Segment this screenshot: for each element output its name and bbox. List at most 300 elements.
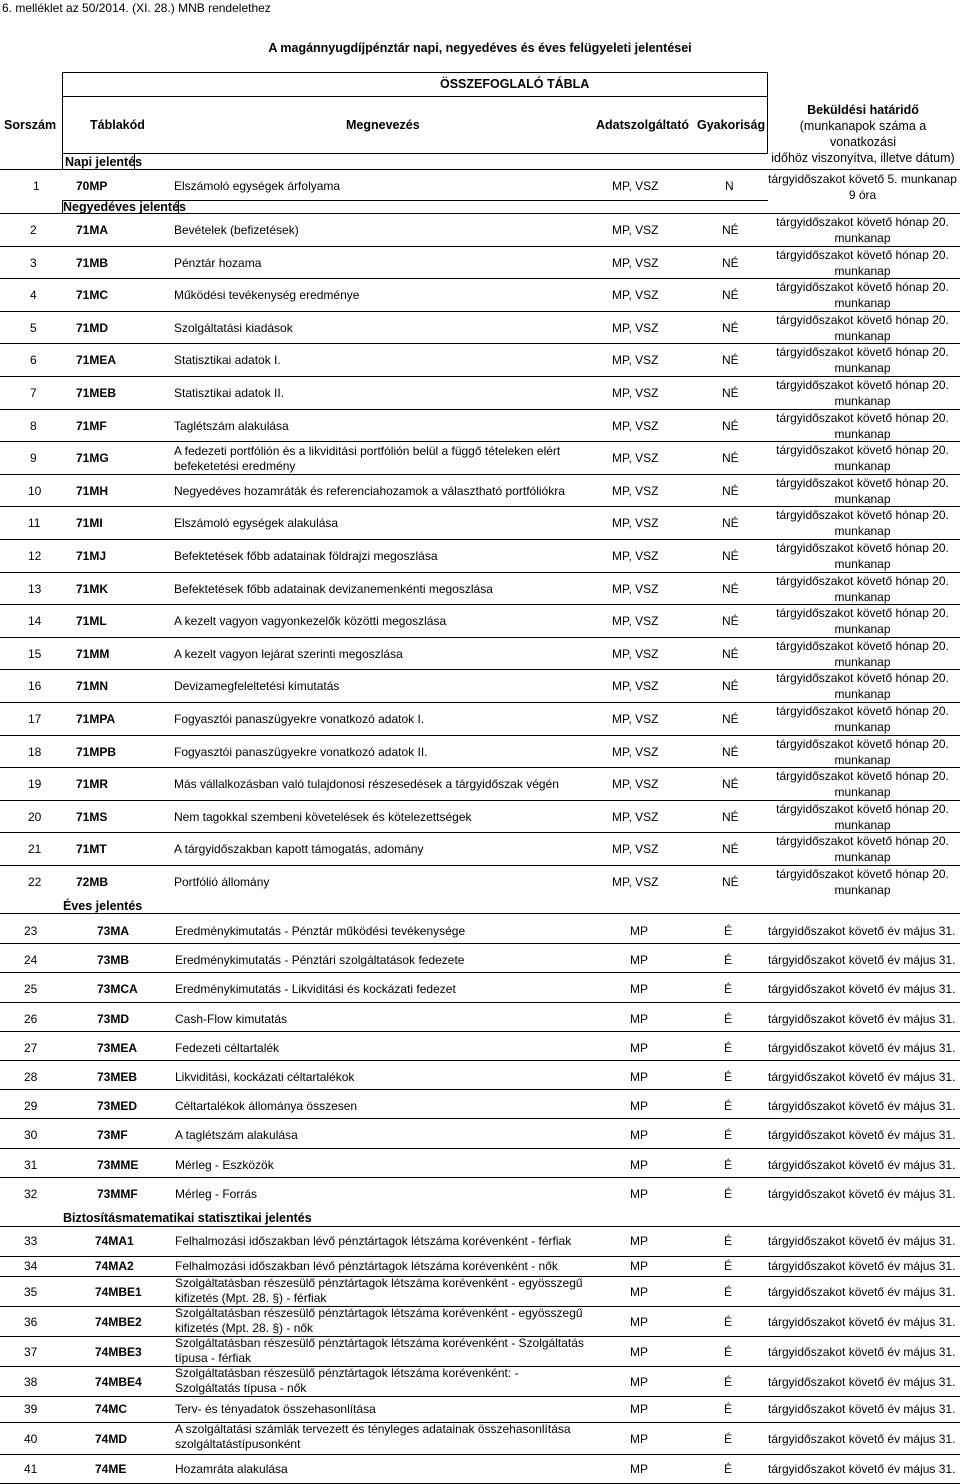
table-code: 71MEA — [76, 353, 117, 368]
deadline-line2: munkanap — [834, 785, 891, 800]
deadline: tárgyidőszakot követő év május 31. — [768, 1375, 956, 1389]
deadline-line1: tárgyidőszakot követő hónap 20. — [776, 475, 949, 490]
deadline — [765, 410, 960, 442]
deadline-line1: tárgyidőszakot követő hónap 20. — [776, 736, 949, 751]
frequency: NÉ — [722, 418, 739, 433]
table-name: A fedezeti portfólión és a likviditási portfólión belül a függő tételeken elért befeketetési eredmény — [174, 444, 561, 474]
napi-section-bottom-border — [0, 169, 960, 170]
deadline: tárgyidőszakot követő év május 31. — [768, 1157, 956, 1172]
frequency: NÉ — [722, 549, 739, 563]
table-name: Céltartalékok állománya összesen — [175, 1099, 358, 1114]
table-row — [0, 409, 960, 442]
provider: MP — [630, 1315, 648, 1329]
deadline: tárgyidőszakot követő év május 31. — [768, 1128, 956, 1143]
deadline: tárgyidőszakot követő év május 31. — [768, 982, 956, 997]
deadline-line1: tárgyidőszakot követő hónap 20. — [776, 867, 949, 881]
frequency: NÉ — [722, 320, 739, 335]
provider: MP — [630, 1259, 648, 1273]
row-number: 15 — [28, 646, 42, 661]
provider: MP, VSZ — [612, 581, 659, 596]
deadline — [765, 833, 960, 865]
provider: MP, VSZ — [612, 646, 659, 661]
provider: MP, VSZ — [612, 744, 659, 759]
table-name: Statisztikai adatok II. — [174, 386, 285, 400]
table-name: Nem tagokkal szembeni követelések és kötelezettségek — [174, 809, 472, 824]
table-code: 74ME — [95, 1462, 127, 1476]
header-top-border — [62, 72, 768, 73]
frequency: É — [724, 1402, 733, 1416]
row-number: 16 — [28, 679, 42, 694]
deadline-line1: tárgyidőszakot követő hónap 20. — [776, 410, 949, 425]
table-code: 71MS — [76, 809, 108, 824]
col-header-tablakod: Táblakód — [90, 118, 145, 132]
provider: MP, VSZ — [612, 483, 659, 498]
table-name: Szolgáltatási kiadások — [174, 320, 293, 335]
provider: MP, VSZ — [612, 451, 659, 466]
frequency: NÉ — [722, 646, 739, 661]
row-number: 24 — [24, 953, 38, 968]
provider: MP, VSZ — [612, 255, 659, 270]
row-divider — [0, 1148, 960, 1149]
table-code: 71MT — [76, 842, 107, 857]
frequency: NÉ — [722, 809, 739, 824]
table-name: Statisztikai adatok I. — [174, 353, 281, 368]
table-code: 74MD — [95, 1432, 128, 1446]
provider: MP, VSZ — [612, 386, 659, 400]
provider: MP — [630, 1099, 648, 1114]
row-number: 18 — [28, 744, 42, 759]
table-row — [0, 702, 960, 735]
frequency: É — [724, 1234, 733, 1248]
deadline-line1: tárgyidőszakot követő hónap 20. — [776, 247, 949, 262]
row-number: 22 — [28, 875, 42, 889]
deadline-line2: munkanap — [834, 231, 891, 245]
frequency: NÉ — [722, 777, 739, 792]
deadline-line2: munkanap — [834, 296, 891, 311]
row-number: 28 — [24, 1070, 38, 1084]
table-name: Likviditási, kockázati céltartalékok — [175, 1070, 355, 1084]
table-name: Eredménykimutatás - Pénztár működési tevékenysége — [175, 924, 466, 938]
table-code: 71MA — [76, 223, 109, 237]
row-divider — [0, 1031, 960, 1032]
deadline — [765, 540, 960, 572]
summary-table-title: ÖSSZEFOGLALÓ TÁBLA — [440, 77, 590, 91]
provider: MP — [630, 1070, 648, 1084]
frequency: É — [724, 1375, 733, 1389]
table-name: Más vállalkozásban való tulajdonosi részesedések a tárgyidőszak végén — [174, 777, 559, 792]
table-code: 73MF — [97, 1128, 128, 1143]
table-name: Működési tevékenység eredménye — [174, 288, 360, 303]
col-header-megnevezes: Megnevezés — [346, 118, 420, 132]
napi-section-left-border — [62, 153, 63, 169]
deadline — [765, 214, 960, 246]
provider: MP, VSZ — [612, 842, 659, 857]
deadline: tárgyidőszakot követő év május 31. — [768, 1040, 956, 1055]
table-code: 74MBE1 — [95, 1285, 142, 1299]
row-number: 6 — [30, 353, 37, 368]
table-row — [0, 246, 960, 279]
table-code: 73MD — [97, 1011, 130, 1026]
table-code: 73MME — [97, 1157, 139, 1172]
table-code: 71ML — [76, 614, 107, 629]
deadline — [765, 312, 960, 344]
deadline-line2: munkanap — [834, 589, 891, 604]
provider: MP, VSZ — [612, 875, 659, 889]
deadline: tárgyidőszakot követő év május 31. — [768, 1070, 956, 1084]
table-row — [0, 637, 960, 670]
table-name: Eredménykimutatás - Pénztári szolgáltatások fedezete — [175, 953, 465, 968]
row-divider — [0, 943, 960, 944]
col-header-gyakorisag: Gyakoriság — [697, 118, 766, 132]
table-row — [0, 572, 960, 605]
row-number: 8 — [30, 418, 37, 433]
frequency: É — [724, 953, 733, 968]
section-negyedeves: Negyedéves jelentés — [63, 200, 186, 214]
deadline: tárgyidőszakot követő év május 31. — [768, 1186, 956, 1201]
deadline-line1: tárgyidőszakot követő hónap 20. — [776, 834, 949, 849]
provider: MP, VSZ — [612, 179, 659, 193]
deadline-line1: tárgyidőszakot követő hónap 20. — [776, 638, 949, 653]
deadline-line2: munkanap — [834, 850, 891, 865]
deadline — [765, 670, 960, 702]
frequency: É — [724, 1462, 733, 1476]
provider: MP — [630, 1462, 648, 1476]
deadline: tárgyidőszakot követő év május 31. — [768, 1259, 956, 1273]
table-name: Mérleg - Forrás — [175, 1186, 258, 1201]
frequency: É — [724, 1315, 733, 1329]
deadline: tárgyidőszakot követő év május 31. — [768, 1285, 956, 1299]
row-number: 14 — [28, 614, 42, 629]
deadline: tárgyidőszakot követő év május 31. — [768, 1345, 956, 1359]
table-name: Terv- és tényadatok összehasonlítása — [175, 1402, 376, 1416]
frequency: É — [724, 1186, 733, 1201]
deadline-line2: munkanap — [834, 426, 891, 441]
table-code: 71MK — [76, 581, 109, 596]
table-name: Befektetések főbb adatainak földrajzi megoszlása — [174, 549, 438, 563]
deadline: tárgyidőszakot követő év május 31. — [768, 1315, 956, 1329]
frequency: NÉ — [722, 614, 739, 629]
deadline — [765, 475, 960, 507]
frequency: É — [724, 1259, 733, 1273]
deadline: tárgyidőszakot követő év május 31. — [768, 1462, 956, 1476]
deadline-line2: munkanap — [834, 361, 891, 376]
row-number: 25 — [24, 982, 38, 997]
table-row — [0, 865, 960, 898]
table-name: Szolgáltatásban részesülő pénztártagok létszáma korévenként - Szolgáltatás típusa - férfiak — [175, 1336, 584, 1365]
frequency: NÉ — [722, 744, 739, 759]
row-number: 20 — [28, 809, 42, 824]
deadline-line1: tárgyidőszakot követő hónap 20. — [776, 671, 949, 686]
table-code: 71MI — [76, 516, 103, 531]
deadline-line1: tárgyidőszakot követő hónap 20. — [776, 704, 949, 718]
col-header-hatarido — [768, 102, 958, 166]
table-code: 72MB — [76, 875, 109, 889]
row-number: 26 — [24, 1011, 38, 1026]
frequency: É — [724, 1099, 733, 1114]
section-napi: Napi jelentés — [65, 155, 143, 169]
row-number: 3 — [30, 255, 37, 270]
section-eves: Éves jelentés — [63, 899, 143, 913]
row-number: 30 — [24, 1128, 38, 1143]
row-number: 29 — [24, 1099, 38, 1114]
frequency: É — [724, 1011, 733, 1026]
deadline-header-line2: (munkanapok száma a vonatkozási — [799, 119, 927, 149]
row-number: 27 — [24, 1040, 38, 1055]
row-number: 7 — [30, 386, 37, 400]
table-code: 71MN — [76, 679, 109, 694]
table-code: 74MBE3 — [95, 1345, 142, 1359]
row-divider — [0, 1396, 960, 1397]
table-row — [0, 735, 960, 768]
napi-section-top-border — [62, 153, 768, 154]
deadline-line2: munkanap — [834, 622, 891, 637]
deadline — [765, 507, 960, 539]
provider: MP, VSZ — [612, 614, 659, 629]
deadline-line2: munkanap — [834, 459, 891, 474]
table-code: 71MEB — [76, 386, 117, 400]
row-number: 37 — [24, 1345, 38, 1359]
table-name: Szolgáltatásban részesülő pénztártagok létszáma korévenként - egyösszegű kifizetés (Mpt. 28. §) - nők — [175, 1306, 583, 1335]
deadline — [765, 736, 960, 768]
row-divider — [0, 1060, 960, 1061]
deadline: tárgyidőszakot követő év május 31. — [768, 1432, 956, 1446]
header-subtitle-border — [62, 96, 768, 97]
deadline-line2: munkanap — [834, 687, 891, 702]
row-number: 35 — [24, 1285, 38, 1299]
table-name: Eredménykimutatás - Likviditási és kockázati fedezet — [175, 982, 456, 997]
table-row — [0, 669, 960, 702]
table-name: Elszámoló egységek árfolyama — [174, 179, 341, 193]
provider: MP, VSZ — [612, 679, 659, 694]
table-row — [0, 474, 960, 507]
deadline: tárgyidőszakot követő év május 31. — [768, 953, 956, 968]
table-row — [0, 213, 960, 246]
table-code: 73MCA — [97, 982, 138, 997]
col-header-sorszam: Sorszám — [4, 118, 57, 132]
deadline-line1: tárgyidőszakot követő hónap 20. — [776, 541, 949, 555]
deadline — [765, 866, 960, 898]
deadline — [765, 703, 960, 735]
frequency: NÉ — [722, 386, 739, 400]
deadline-line1: tárgyidőszakot követő hónap 20. — [776, 606, 949, 621]
row-divider — [0, 1118, 960, 1119]
provider: MP, VSZ — [612, 320, 659, 335]
col-header-adatszolgaltato: Adatszolgáltató — [596, 118, 690, 132]
frequency: N — [725, 179, 734, 193]
deadline — [765, 344, 960, 376]
row-divider — [0, 1089, 960, 1090]
row-number: 10 — [28, 483, 42, 498]
deadline-line2: munkanap — [834, 883, 891, 897]
provider: MP, VSZ — [612, 353, 659, 368]
table-code: 71MG — [76, 451, 109, 466]
deadline — [765, 801, 960, 833]
row-number: 34 — [24, 1259, 38, 1273]
table-name: Pénztár hozama — [174, 255, 262, 270]
deadline-line2: munkanap — [834, 491, 891, 506]
section-biztositasmatematikai: Biztosításmatematikai statisztikai jelentés — [63, 1211, 312, 1225]
frequency: NÉ — [722, 451, 739, 466]
frequency: NÉ — [722, 875, 739, 889]
table-code: 73MA — [97, 924, 130, 938]
deadline-line1: tárgyidőszakot követő hónap 20. — [776, 215, 949, 229]
table-code: 71MB — [76, 255, 109, 270]
frequency: É — [724, 924, 733, 938]
table-row — [0, 343, 960, 376]
provider: MP, VSZ — [612, 418, 659, 433]
table-name: A tárgyidőszakban kapott támogatás, adomány — [174, 842, 424, 857]
deadline-line1: tárgyidőszakot követő hónap 20. — [776, 312, 949, 327]
table-code: 73MMF — [97, 1186, 138, 1201]
frequency: É — [724, 1157, 733, 1172]
frequency: NÉ — [722, 483, 739, 498]
table-code: 74MA2 — [95, 1259, 134, 1273]
row-number: 11 — [28, 516, 41, 531]
provider: MP — [630, 1375, 648, 1389]
provider: MP — [630, 1128, 648, 1143]
provider: MP — [630, 1040, 648, 1055]
row-divider — [0, 972, 960, 973]
provider: MP, VSZ — [612, 288, 659, 303]
deadline — [765, 279, 960, 311]
table-row — [0, 604, 960, 637]
row-divider — [0, 1177, 960, 1178]
provider: MP — [630, 982, 648, 997]
table-code: 74MA1 — [95, 1234, 134, 1248]
deadline-line2: munkanap — [834, 557, 891, 571]
table-code: 71MH — [76, 483, 109, 498]
table-row — [0, 278, 960, 311]
deadline: tárgyidőszakot követő év május 31. — [768, 1234, 956, 1248]
frequency: NÉ — [722, 353, 739, 368]
deadline-line2: munkanap — [834, 524, 891, 539]
frequency: NÉ — [722, 842, 739, 857]
table-name: Befektetések főbb adatainak devizanemenkénti megoszlása — [174, 581, 493, 596]
deadline — [765, 377, 960, 409]
table-row — [0, 506, 960, 539]
provider: MP — [630, 1234, 648, 1248]
row-divider — [0, 1002, 960, 1003]
row-number: 32 — [24, 1186, 38, 1201]
provider: MP — [630, 953, 648, 968]
deadline-line1: tárgyidőszakot követő hónap 20. — [776, 573, 949, 588]
table-code: 71MF — [76, 418, 107, 433]
deadline — [765, 573, 960, 605]
provider: MP — [630, 924, 648, 938]
provider: MP, VSZ — [612, 809, 659, 824]
document-title: A magánnyugdíjpénztár napi, negyedéves és éves felügyeleti jelentései — [268, 41, 692, 55]
provider: MP — [630, 1345, 648, 1359]
table-code: 71MPA — [76, 712, 116, 726]
deadline — [765, 442, 960, 474]
provider: MP, VSZ — [612, 516, 659, 531]
table-name: Elszámoló egységek alakulása — [174, 516, 339, 531]
provider: MP, VSZ — [612, 223, 659, 237]
frequency: NÉ — [722, 516, 739, 531]
table-code: 71MM — [76, 646, 110, 661]
deadline-line1: tárgyidőszakot követő hónap 20. — [776, 280, 949, 295]
table-code: 74MC — [95, 1402, 128, 1416]
deadline-header-title: Beküldési határidő — [807, 103, 919, 117]
row-number: 33 — [24, 1234, 38, 1248]
provider: MP — [630, 1157, 648, 1172]
provider: MP, VSZ — [612, 712, 659, 726]
table-row — [0, 376, 960, 409]
deadline — [765, 247, 960, 279]
row-number: 38 — [24, 1375, 38, 1389]
table-code: 73MEA — [97, 1040, 138, 1055]
table-row — [0, 539, 960, 572]
actuarial-section-bottom-border — [0, 1226, 960, 1227]
deadline-line1: tárgyidőszakot követő hónap 20. — [776, 345, 949, 360]
table-name: Szolgáltatásban részesülő pénztártagok létszáma korévenként: - Szolgáltatás típusa - nők — [175, 1366, 519, 1395]
deadline-line2: munkanap — [834, 720, 891, 734]
row-number: 9 — [30, 451, 37, 466]
table-name: Portfólió állomány — [174, 875, 270, 889]
table-name: A kezelt vagyon lejárat szerinti megoszlása — [174, 646, 403, 661]
row-number: 19 — [28, 777, 42, 792]
row-number: 2 — [30, 223, 37, 237]
deadline-line2: munkanap — [834, 394, 891, 408]
table-name: Negyedéves hozamráták és referenciahozamok a választható portfóliókra — [174, 483, 565, 498]
row-number: 5 — [30, 320, 37, 335]
frequency: É — [724, 1040, 733, 1055]
deadline-line1: tárgyidőszakot követő hónap 20. — [776, 769, 949, 784]
deadline-line2: munkanap — [834, 752, 891, 767]
row-number: 4 — [30, 288, 37, 303]
table-name: A kezelt vagyon vagyonkezelők közötti megoszlása — [174, 614, 447, 629]
frequency: É — [724, 1285, 733, 1299]
table-name: Bevételek (befizetések) — [174, 223, 299, 237]
frequency: É — [724, 1070, 733, 1084]
row-number: 12 — [28, 549, 42, 563]
row-number: 39 — [24, 1402, 38, 1416]
frequency: NÉ — [722, 581, 739, 596]
frequency: É — [724, 1432, 733, 1446]
deadline-line1: tárgyidőszakot követő hónap 20. — [776, 443, 949, 458]
table-code: 70MP — [76, 179, 108, 193]
deadline — [765, 605, 960, 637]
table-name: A szolgáltatási számlák tervezett és tényleges adatainak összehasonlítása szolgáltatástípusonként — [175, 1422, 571, 1451]
frequency: NÉ — [722, 712, 739, 726]
table-code: 71MR — [76, 777, 109, 792]
table-code: 71MC — [76, 288, 109, 303]
row-number: 36 — [24, 1315, 38, 1329]
provider: MP — [630, 1186, 648, 1201]
frequency: É — [724, 1128, 733, 1143]
deadline-line2: munkanap — [834, 817, 891, 832]
row-divider — [0, 1454, 960, 1455]
table-name: Cash-Flow kimutatás — [175, 1011, 288, 1026]
table-code: 74MBE4 — [95, 1375, 142, 1389]
row-number: 23 — [24, 924, 38, 938]
deadline — [765, 171, 960, 203]
deadline — [765, 768, 960, 800]
deadline-line1: tárgyidőszakot követő hónap 20. — [776, 508, 949, 523]
header-left-border — [62, 72, 63, 154]
table-name: Fogyasztói panaszügyekre vonatkozó adatok I. — [174, 712, 425, 726]
table-code: 71MD — [76, 320, 109, 335]
row-divider — [0, 1256, 960, 1257]
frequency: É — [724, 1345, 733, 1359]
regulation-reference: 6. melléklet az 50/2014. (XI. 28.) MNB rendelethez — [2, 1, 271, 15]
row-number: 31 — [24, 1157, 38, 1172]
table-row — [0, 832, 960, 865]
table-name: Hozamráta alakulása — [175, 1462, 288, 1476]
row-number: 1 — [33, 179, 40, 193]
table-code: 74MBE2 — [95, 1315, 142, 1329]
row-number: 13 — [28, 581, 42, 596]
